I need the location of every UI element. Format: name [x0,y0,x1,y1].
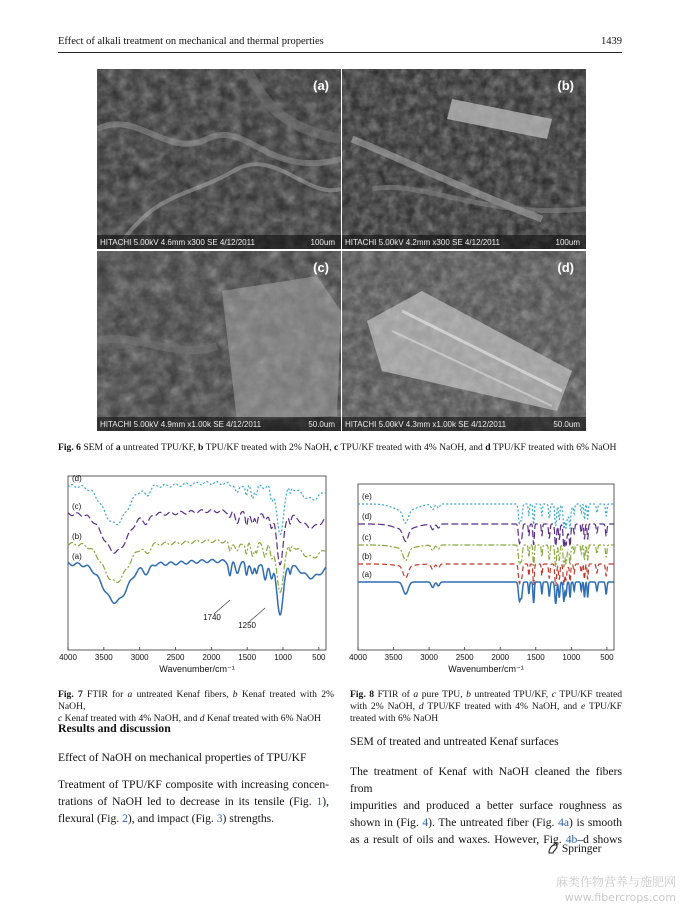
figure8-caption-line-3 [350,713,438,724]
x-tick-label: 1500 [526,653,545,662]
text-run: untreated Kenaf fibers, [132,689,233,700]
text-run: –d shows [577,833,622,846]
x-tick-label: 1000 [562,653,581,662]
annotation-leader [214,600,230,614]
springer-name: Springer [561,843,602,855]
springer-logo [547,842,601,855]
sem-scale-c: 50.0um [308,420,335,429]
series-label: (a) [72,552,82,561]
text-run: b [466,689,471,700]
annotation-leader [249,608,265,622]
text-run: ) is smooth [569,816,622,829]
figure6-caption-text [83,442,616,453]
text-run: b [232,689,238,700]
figure8-caption-label: Fig. 8 [350,689,375,700]
figure6-caption [58,442,638,454]
series-line-1 [68,559,326,615]
watermark-line-1: 麻类作物营养与施肥网 [555,875,676,889]
text-run: d [418,701,424,712]
figure8-caption [350,689,622,725]
sem-info-d: HITACHI 5.00kV 4.3mm x1.00k SE 4/12/2011 [345,420,507,429]
series-line-4 [68,482,326,535]
figure7-ftir-chart [58,470,340,680]
series-label: (d) [72,474,82,483]
paragraph-sem-line-1 [350,763,622,797]
series-label: (b) [72,532,82,541]
sem-label-c: (c) [313,260,329,275]
section-heading-results: Results and discussion [58,721,171,735]
paragraph-mechanical-line-2 [58,793,329,810]
sem-info-a: HITACHI 5.00kV 4.6mm x300 SE 4/12/2011 [100,238,255,247]
springer-horse-icon [547,842,559,854]
text-run: d [199,713,205,724]
text-run: a [115,442,121,453]
text-run: b [198,442,204,453]
text-run: e [580,701,586,712]
figure7-caption-label: Fig. 7 [58,689,83,700]
sem-overlay-d [342,251,586,431]
x-axis-label: Wavenumber/cm⁻¹ [159,664,235,674]
x-tick-label: 2000 [202,653,221,662]
series-line-4 [358,524,614,548]
text-run: FTIR for [87,689,128,700]
sem-info-b: HITACHI 5.00kV 4.2mm x300 SE 4/12/2011 [345,238,500,247]
x-tick-label: 3000 [420,653,439,662]
sem-scale-d: 50.0um [553,420,580,429]
page-number: 1439 [601,36,622,47]
text-run: The treatment of Kenaf with NaOH cleaned the fibers from [350,765,622,795]
figure-reference-link[interactable]: 3 [216,812,223,825]
figure8-caption-line-2 [350,701,622,712]
sem-label-d: (d) [557,260,574,275]
paragraph-mechanical-line-1 [58,776,329,793]
text-run: a [127,689,133,700]
text-run: ), and impact (Fig. [127,812,217,825]
running-header-title: Effect of alkali treatment on mechanical and thermal properties [58,36,324,47]
figure-reference-link[interactable]: 4b [565,833,578,846]
text-run: with 2% NaOH, [350,701,419,712]
text-run: shown in (Fig. [350,816,423,829]
x-tick-label: 3000 [130,653,149,662]
text-run: Kenaf treated with 6% NaOH [204,713,321,724]
figure-reference-link[interactable]: 2 [122,812,128,825]
text-run: ) strengths. [222,812,275,825]
text-run: Kenaf treated with 2% NaOH, [58,689,334,712]
x-tick-label: 2500 [166,653,185,662]
text-run: untreated TPU/KF, [120,442,199,453]
series-label: (c) [72,502,82,511]
x-tick-label: 3500 [94,653,113,662]
series-label: (e) [362,492,372,501]
figure7-caption-line-1 [58,689,334,712]
text-run: ), [322,795,329,808]
figure7-caption [58,689,334,725]
figure8-ftir-chart [348,482,628,678]
series-label: (a) [362,570,372,579]
header-rule [58,52,622,53]
text-run: a [413,689,419,700]
x-tick-label: 1000 [274,653,292,662]
text-run: TPU/KF treated [556,689,623,700]
figure8-caption-line-1 [378,689,622,700]
subheading-mechanical: Effect of NaOH on mechanical properties of TPU/KF [58,751,307,764]
series-label: (c) [362,533,372,542]
series-label: (d) [362,512,372,521]
text-run: pure TPU, [418,689,467,700]
text-run: FTIR of [377,689,414,700]
x-tick-label: 2000 [491,653,510,662]
figure6-caption-label: Fig. 6 [58,442,81,453]
figure-reference-link[interactable]: 1 [316,795,323,808]
watermark-line-2: www.fibercrops.com [564,891,676,904]
text-run: flexural (Fig. [58,812,123,825]
sem-info-c: HITACHI 5.00kV 4.9mm x1.00k SE 4/12/2011 [100,420,262,429]
text-run: TPU/KF treated with 6% NaOH [490,442,617,453]
text-run: c [551,689,556,700]
x-tick-label: 2500 [455,653,474,662]
text-run: treated with 6% NaOH [350,713,439,724]
sem-scale-a: 100um [310,238,335,247]
paragraph-sem-line-2 [350,797,622,814]
x-axis-label: Wavenumber/cm⁻¹ [448,664,524,674]
text-run: SEM of [83,442,116,453]
text-run: Treatment of TPU/KF composite with increasing concen- [58,778,329,791]
text-run: TPU/KF treated with 2% NaOH, [203,442,335,453]
sem-label-b: (b) [557,78,574,93]
paragraph-sem [350,763,622,848]
text-run: Kenaf treated with 4% NaOH, and [62,713,200,724]
annotation-label: 1250 [238,621,256,630]
text-run: TPU/KF [585,701,623,712]
series-line-1 [358,582,614,604]
plot-frame [358,484,614,650]
text-run: untreated TPU/KF, [470,689,552,700]
sem-overlay-b [342,69,586,249]
x-tick-label: 500 [312,653,326,662]
text-run: TPU/KF treated with 4% NaOH, and [423,701,581,712]
paragraph-mechanical-line-3 [58,810,329,827]
series-line-2 [68,540,326,593]
text-run: ). The untreated fiber (Fig. [428,816,559,829]
x-tick-label: 500 [600,653,614,662]
series-label: (b) [362,552,372,561]
text-run: c [334,442,339,453]
text-run: impurities and produced a better surface roughness as [350,799,622,812]
x-tick-label: 4000 [59,653,77,662]
text-run: c [58,713,63,724]
text-run: d [485,442,491,453]
sem-scale-b: 100um [555,238,580,247]
sem-label-a: (a) [313,78,329,93]
sem-overlay-c [97,251,341,431]
text-run: TPU/KF treated with 4% NaOH, and [338,442,486,453]
text-run: trations of NaOH led to decrease in its tensile (Fig. [58,795,317,808]
paragraph-mechanical [58,776,329,827]
annotation-label: 1740 [203,613,221,622]
x-tick-label: 4000 [349,653,367,662]
text-run: as a result of oils and waxes. However, Fig. [350,833,566,846]
subheading-sem: SEM of treated and untreated Kenaf surfaces [350,735,559,748]
figure-reference-link[interactable]: 4a [558,816,570,829]
x-tick-label: 3500 [384,653,403,662]
x-tick-label: 1500 [238,653,257,662]
watermark [556,873,676,904]
paragraph-sem-line-3 [350,814,622,831]
figure-reference-link[interactable]: 4 [422,816,429,829]
sem-overlay-a [97,69,341,249]
